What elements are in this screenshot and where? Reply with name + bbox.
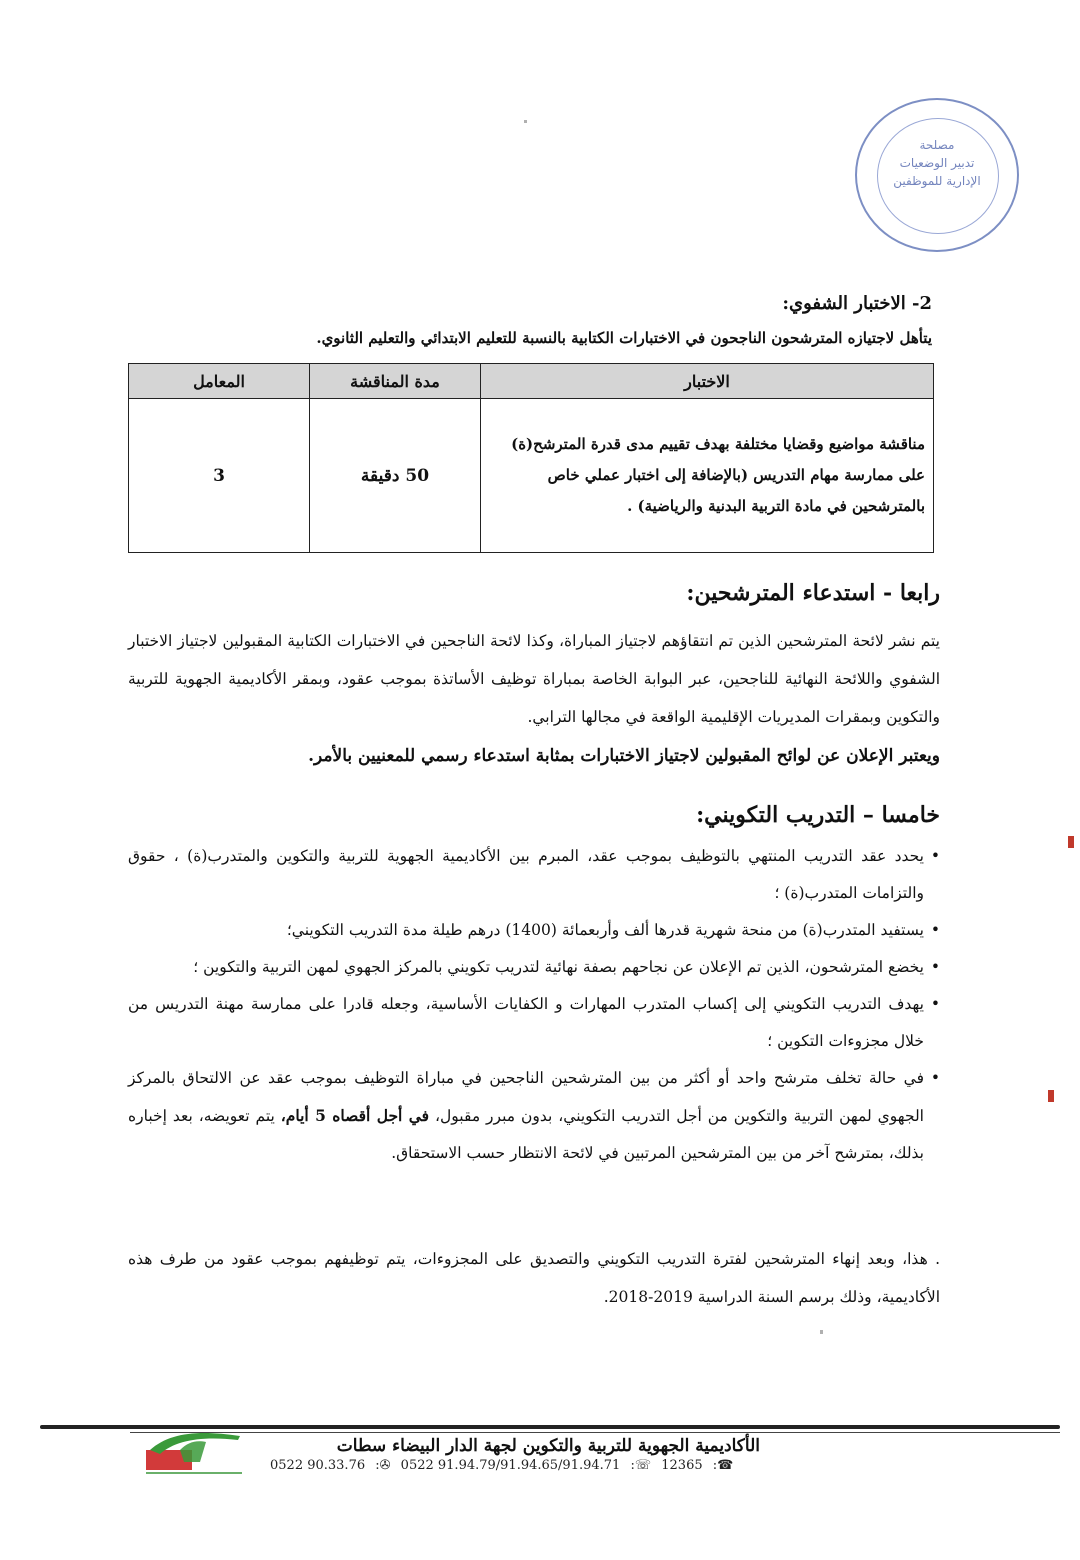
footer-rule-thin	[130, 1432, 1060, 1433]
bullet-text-before: في حالة تخلف مترشح واحد أو أكثر من بين المترشحين الناجحين في مباراة التوظيف بموجب عقد عن الالتحاق بالمركز الجهوي لمهن التربية والتكوين من أجل التدريب التكويني، بدون مبرر مقبول،	[128, 1069, 924, 1125]
section4-title: رابعا - استدعاء المترشحين:	[686, 580, 940, 606]
list-item: • يستفيد المتدرب(ة) من منحة شهرية قدرها ألف وأربعمائة (1400) درهم طيلة مدة التدريب التكويني؛	[128, 912, 924, 949]
header-exam: الاختبار	[481, 364, 934, 399]
phone-icon: :☏	[630, 1458, 652, 1473]
header-duration: مدة المناقشة	[310, 364, 481, 399]
scan-mark	[1068, 836, 1074, 848]
bullet-text-bold: في أجل أقصاه 5 أيام،	[280, 1106, 430, 1125]
header-coefficient: المعامل	[129, 364, 310, 399]
fax-icon: :✇	[375, 1458, 391, 1473]
bullet-text-after: يتم تعويضه، بعد إخباره بذلك، بمترشح آخر من بين المترشحين المرتبين في لائحة الانتظار حسب الاستحقاق.	[128, 1107, 924, 1162]
stamp-line-2: تدبير الوضعيات	[899, 156, 975, 170]
cell-duration: 50 دقيقة	[310, 399, 481, 553]
cell-exam: مناقشة مواضيع وقضايا مختلفة بهدف تقييم مدى قدرة المترشح(ة) على ممارسة مهام التدريس (بالإضافة إلى اختبار عملي خاص بالمترشحين في مادة التربية البدنية والرياضية) .	[481, 399, 934, 553]
fax-number: 0522 90.33.76	[270, 1458, 366, 1473]
official-stamp	[855, 98, 1019, 252]
scan-mark	[524, 120, 527, 123]
green-number: 12365	[661, 1458, 703, 1473]
stamp-line-3: الإدارية للموظفين	[893, 174, 981, 188]
list-item: • يحدد عقد التدريب المنتهي بالتوظيف بموجب عقد، المبرم بين الأكاديمية الجهوية للتربية والتكوين والمتدرب(ة) ، حقوق والتزامات المتدرب(ة) ؛	[128, 838, 924, 912]
academy-logo-icon	[140, 1428, 250, 1478]
stamp-text	[857, 136, 1017, 190]
list-item: • يخضع المترشحون، الذين تم الإعلان عن نجاحهم بصفة نهائية لتدريب تكويني بالمركز الجهوي لمهن التربية والتكوين ؛	[128, 949, 924, 986]
oral-exam-title: 2- الاختبار الشفوي:	[782, 293, 932, 314]
table-header-row	[129, 364, 934, 399]
list-item	[128, 1060, 924, 1172]
oral-exam-note: يتأهل لاجتيازه المترشحون الناجحون في الاختبارات الكتابية بالنسبة للتعليم الابتدائي والتعليم الثانوي.	[316, 329, 932, 347]
scan-mark	[820, 1330, 823, 1334]
green-line-icon: :☎	[712, 1458, 734, 1473]
footer-academy-name: الأكاديمية الجهوية للتربية والتكوين لجهة الدار البيضاء سطات	[336, 1436, 760, 1456]
section5-bullet-list	[128, 838, 940, 1172]
scan-mark	[1048, 1090, 1054, 1102]
section4-paragraph: يتم نشر لائحة المترشحين الذين تم انتقاؤهم لاجتياز المباراة، وكذا لائحة الناجحين في الاختبارات الكتابية المقبولين لاجتياز الاختبار الشفوي واللائحة النهائية للناجحين، عبر البوابة الخاصة بمباراة توظيف الأساتذة بموجب عقود، وبمقر الأكاديمية الجهوية للتربية والتكوين وبمقرات المديريات الإقليمية الواقعة في مجالها الترابي.	[128, 632, 940, 726]
table-row	[129, 399, 934, 553]
list-item: • يهدف التدريب التكويني إلى إكساب المتدرب المهارات و الكفايات الأساسية، وجعله قادرا على ممارسة مهنة التدريس من خلال مجزوءات التكوين ؛	[128, 986, 924, 1060]
section4-bold-line: ويعتبر الإعلان عن لوائح المقبولين لاجتياز الاختبارات بمثابة استدعاء رسمي للمعنيين بالأمر.	[308, 746, 940, 766]
oral-exam-table	[128, 363, 934, 553]
phone-numbers: 0522 91.94.79/91.94.65/91.94.71	[400, 1458, 621, 1473]
closing-paragraph: . هذا، وبعد إنهاء المترشحين لفترة التدريب التكويني والتصديق على المجزوءات، يتم توظيفهم بموجب عقود من طرف هذه الأكاديمية، وذلك برسم السنة الدراسية 2019-2018.	[128, 1250, 940, 1306]
section5-title: خامسا – التدريب التكويني:	[696, 802, 940, 828]
footer-contact-line	[270, 1458, 739, 1473]
cell-coefficient: 3	[129, 399, 310, 553]
stamp-line-1: مصلحة	[919, 138, 955, 152]
